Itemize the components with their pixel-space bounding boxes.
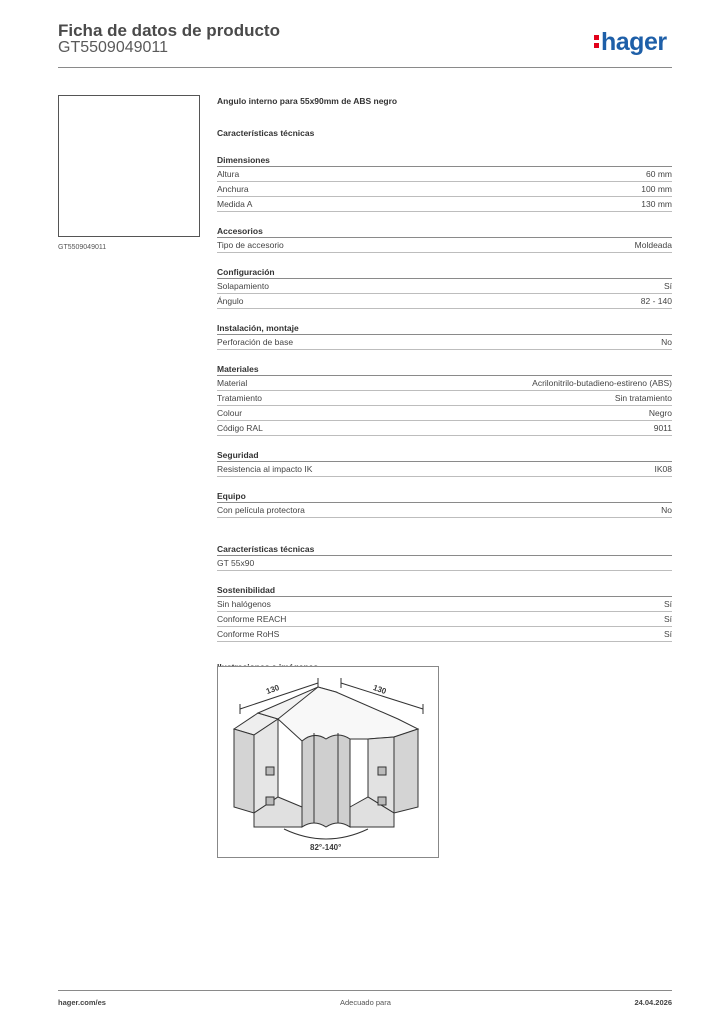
footer-date: 24.04.2026	[634, 998, 672, 1007]
section-seguridad	[217, 450, 672, 477]
spec-value: IK08	[654, 464, 672, 474]
spec-row	[217, 391, 672, 406]
section-tech	[217, 128, 672, 139]
spec-row	[217, 376, 672, 391]
spec-row	[217, 406, 672, 421]
spec-row	[217, 421, 672, 436]
spec-label: Tratamiento	[217, 393, 263, 403]
section-configuracion	[217, 267, 672, 309]
corner-drawing-icon	[218, 667, 438, 857]
spec-value: Negro	[648, 408, 672, 418]
product-image	[58, 95, 200, 237]
spec-row	[217, 503, 672, 518]
spec-value: 82 - 140	[640, 296, 672, 306]
section-title: Características técnicas	[217, 544, 672, 556]
spec-value: Sí	[663, 599, 672, 609]
spec-value: Sí	[663, 614, 672, 624]
section-equipo	[217, 491, 672, 518]
section-title: Dimensiones	[217, 155, 672, 167]
spec-label: Perforación de base	[217, 337, 294, 347]
spec-label: Solapamiento	[217, 281, 269, 291]
section-title: Características técnicas	[217, 128, 315, 138]
product-code: GT5509049011	[58, 39, 169, 56]
spec-row	[217, 612, 672, 627]
section-sostenibilidad	[217, 585, 672, 642]
spec-row	[217, 335, 672, 350]
spec-row	[217, 627, 672, 642]
section-title: Instalación, montaje	[217, 323, 672, 335]
technical-drawing	[217, 666, 439, 858]
section-title: Equipo	[217, 491, 672, 503]
logo-dots-icon	[594, 33, 599, 49]
spec-label: Ángulo	[217, 296, 244, 306]
footer-suitable-for: Adecuado para	[340, 998, 391, 1007]
spec-row	[217, 167, 672, 182]
spec-label: Conforme REACH	[217, 614, 287, 624]
spec-value: Sin tratamiento	[614, 393, 672, 403]
spec-value: 100 mm	[641, 184, 672, 194]
angle-label: 82°-140°	[310, 843, 342, 852]
product-title: Angulo interno para 55x90mm de ABS negro	[217, 96, 398, 106]
hager-logo[interactable]	[594, 28, 667, 57]
section-materiales	[217, 364, 672, 436]
section-instalacion	[217, 323, 672, 350]
dimension-right-label: 130	[371, 682, 388, 697]
spec-label: Altura	[217, 169, 240, 179]
spec-label: Conforme RoHS	[217, 629, 280, 639]
spec-label: Anchura	[217, 184, 249, 194]
spec-label: GT 55x90	[217, 558, 255, 568]
spec-row	[217, 279, 672, 294]
section-dimensiones	[217, 155, 672, 212]
dimension-left-label: 130	[264, 682, 281, 697]
spec-value: No	[661, 505, 672, 515]
logo-text: hager	[601, 28, 667, 56]
spec-value: Sí	[663, 629, 672, 639]
spec-row	[217, 597, 672, 612]
section-tech-2	[217, 544, 672, 571]
spec-row	[217, 294, 672, 309]
product-image-caption: GT5509049011	[58, 244, 107, 251]
spec-row	[217, 182, 672, 197]
section-accesorios	[217, 226, 672, 253]
spec-label: Resistencia al impacto IK	[217, 464, 313, 474]
section-title: Seguridad	[217, 450, 672, 462]
footer-divider	[58, 990, 672, 991]
section-title: Configuración	[217, 267, 672, 279]
doc-title: Ficha de datos de producto	[58, 21, 280, 40]
spec-label: Material	[217, 378, 248, 388]
spec-label: Tipo de accesorio	[217, 240, 284, 250]
section-title: Sostenibilidad	[217, 585, 672, 597]
spec-content	[217, 96, 672, 673]
spec-label: Código RAL	[217, 423, 263, 433]
spec-label: Con película protectora	[217, 505, 305, 515]
spec-value: 9011	[653, 423, 672, 433]
spec-value: Acrilonitrilo-butadieno-estireno (ABS)	[532, 378, 672, 388]
spec-label: Sin halógenos	[217, 599, 271, 609]
spec-label: Colour	[217, 408, 243, 418]
spec-value: 60 mm	[646, 169, 672, 179]
spec-row	[217, 238, 672, 253]
section-title: Materiales	[217, 364, 672, 376]
spec-value: 130 mm	[641, 199, 672, 209]
spec-label: Medida A	[217, 199, 253, 209]
spec-value: No	[661, 337, 672, 347]
spec-row	[217, 556, 672, 571]
spec-row	[217, 197, 672, 212]
spec-value: Sí	[663, 281, 672, 291]
spec-row	[217, 462, 672, 477]
header-divider	[58, 67, 672, 68]
spec-value: Moldeada	[634, 240, 672, 250]
section-title: Accesorios	[217, 226, 672, 238]
footer-website-link[interactable]: hager.com/es	[58, 998, 106, 1007]
